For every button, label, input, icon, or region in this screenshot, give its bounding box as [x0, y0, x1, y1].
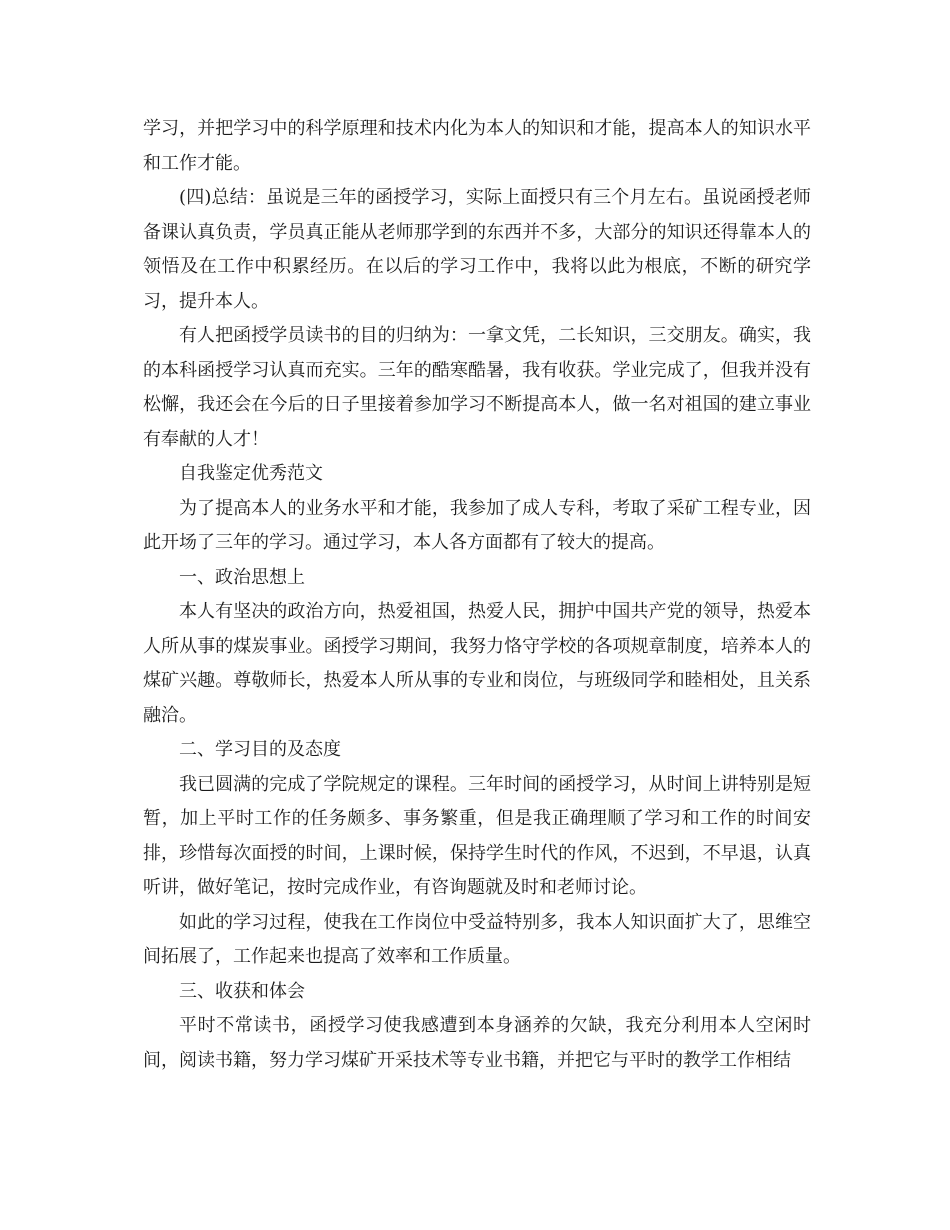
paragraph-study-purpose: 有人把函授学员读书的目的归纳为：一拿文凭，二长知识，三交朋友。确实，我的本科函授学习认真而充实。三年的酷寒酷暑，我有收获。学业完成了，但我并没有松懈，我还会在今后的日子里接着参加学习不断提高本人，做一名对祖国的建立事业有奉献的人才！	[143, 325, 811, 450]
paragraph-harvest: 平时不常读书，函授学习使我感遭到本身涵养的欠缺，我充分利用本人空闲时间，阅读书籍，努力学习煤矿开采技术等专业书籍，并把它与平时的教学工作相结	[143, 1015, 811, 1071]
paragraph-continuation: 学习，并把学习中的科学原理和技术内化为本人的知识和才能，提高本人的知识水平和工作才能。	[143, 118, 811, 174]
paragraph-summary-four: (四)总结：虽说是三年的函授学习，实际上面授只有三个月左右。虽说函授老师备课认真负责，学员真正能从老师那学到的东西并不多，大部分的知识还得靠本人的领悟及在工作中积累经历。在以后的学习工作中，我将以此为根底，不断的研究学习，提升本人。	[143, 187, 811, 312]
paragraph-intro: 为了提高本人的业务水平和才能，我参加了成人专科，考取了采矿工程专业，因此开场了三年的学习。通过学习，本人各方面都有了较大的提高。	[143, 497, 811, 553]
paragraph-learning-benefit: 如此的学习过程，使我在工作岗位中受益特别多，我本人知识面扩大了，思维空间拓展了，工作起来也提高了效率和工作质量。	[143, 911, 811, 967]
document-body	[143, 112, 811, 1078]
section-heading-harvest: 三、收获和体会	[179, 980, 305, 1002]
paragraph-learning-attitude: 我已圆满的完成了学院规定的课程。三年时间的函授学习，从时间上讲特别是短暂，加上平时工作的任务颇多、事务繁重，但是我正确理顺了学习和工作的时间安排，珍惜每次面授的时间，上课时候，保持学生时代的作风，不迟到，不早退，认真听讲，做好笔记，按时完成作业，有咨询题就及时和老师讨论。	[143, 773, 811, 898]
section-heading-self-assessment: 自我鉴定优秀范文	[179, 463, 323, 484]
paragraph-political: 本人有坚决的政治方向，热爱祖国，热爱人民，拥护中国共产党的领导，热爱本人所从事的煤炭事业。函授学习期间，我努力恪守学校的各项规章制度，培养本人的煤矿兴趣。尊敬师长，热爱本人所从事的专业和岗位，与班级同学和睦相处，且关系融洽。	[143, 601, 811, 726]
section-heading-political: 一、政治思想上	[179, 566, 305, 588]
section-heading-learning-attitude: 二、学习目的及态度	[179, 739, 341, 760]
